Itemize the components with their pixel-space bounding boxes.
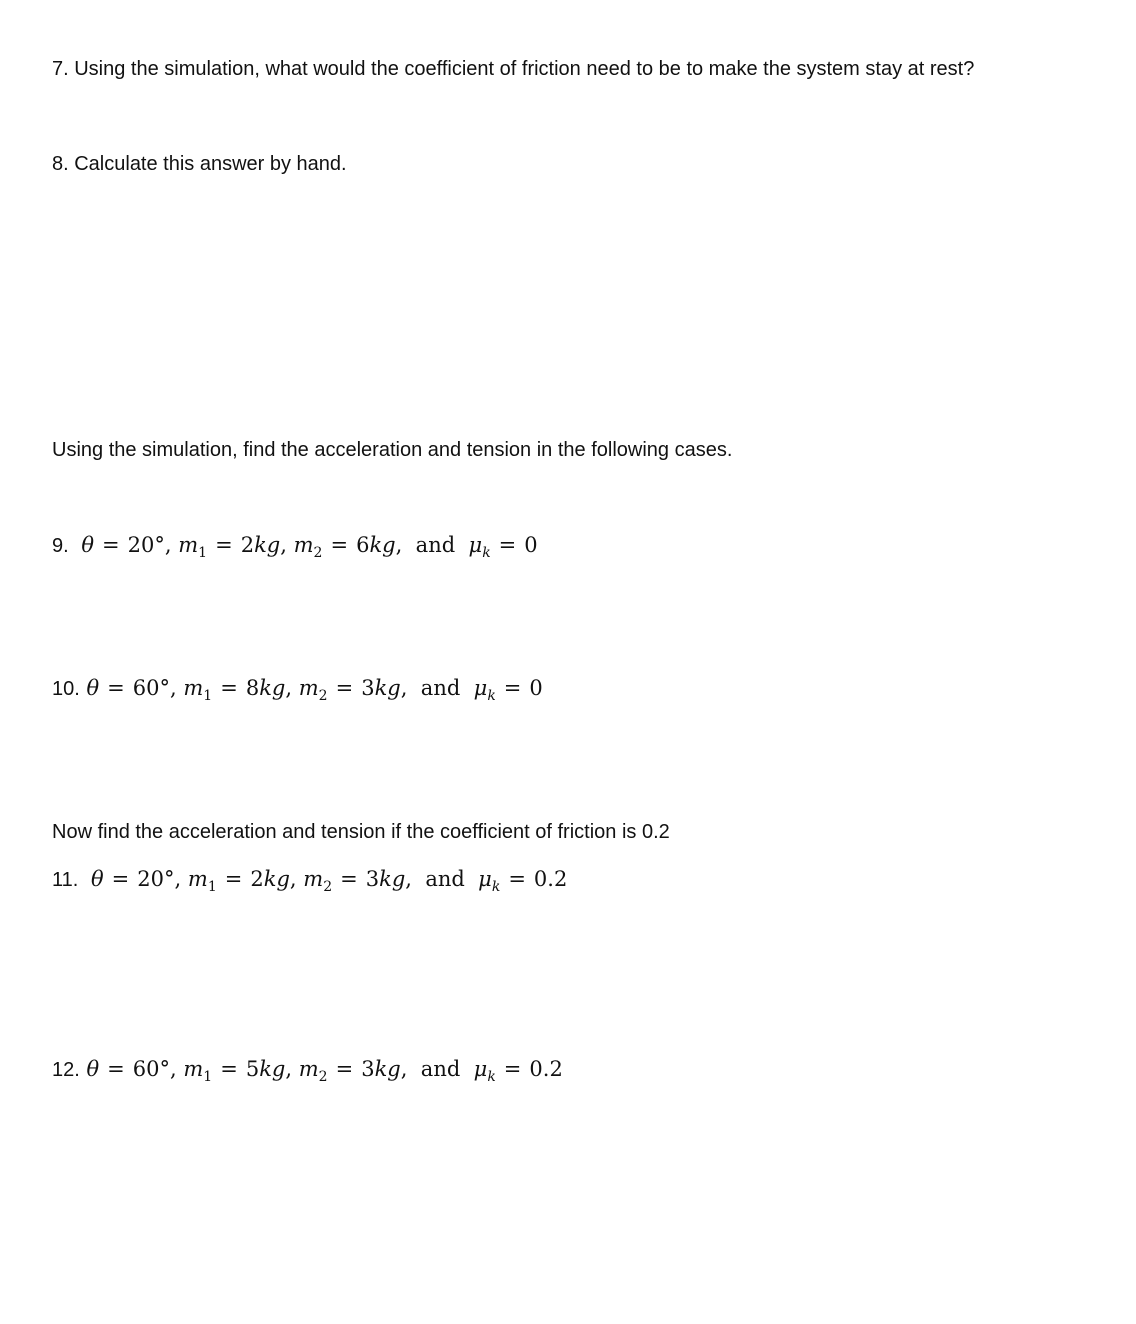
case-number: 9. — [52, 535, 69, 557]
case-11: 11. θ = 20°, $m_1 = 2kg$, $m_2 = 3kg$, and $\mu_k = 0.2$ — [52, 867, 568, 895]
mu-value: 0 — [529, 676, 543, 700]
case-number: 10. — [52, 678, 80, 700]
m2-value: 3 — [361, 1057, 375, 1081]
case-12: 12. θ = 60°, $m_1 = 5kg$, $m_2 = 3kg$, and $\mu_k = 0.2$ — [52, 1057, 563, 1085]
m2-value: 3 — [361, 676, 375, 700]
m1-value: 5 — [245, 1057, 260, 1081]
m2-value: 6 — [356, 533, 370, 557]
angle-value: 60° — [132, 1057, 170, 1081]
theta-symbol: θ — [91, 867, 104, 891]
m1-value: 2 — [250, 867, 264, 891]
m2-value: 3 — [365, 867, 380, 891]
theta-symbol: θ — [86, 676, 100, 700]
theta-symbol: θ — [81, 533, 95, 557]
m1-value: 8 — [245, 676, 260, 700]
section-heading-friction: Now find the acceleration and tension if the coefficient of friction is 0.2 — [52, 821, 670, 843]
question-8: 8. Calculate this answer by hand. — [52, 153, 347, 175]
case-number: 11. — [52, 869, 79, 891]
case-10: 10. θ = 60°, $m_1 = 8kg$, $m_2 = 3kg$, and $\mu_k = 0$ — [52, 676, 543, 704]
angle-value: 20° — [127, 533, 165, 557]
m1-value: 2 — [240, 533, 255, 557]
section-heading-simulation: Using the simulation, find the acceleration and tension in the following cases. — [52, 439, 733, 461]
mu-value: 0 — [524, 533, 538, 557]
question-7: 7. Using the simulation, what would the coefficient of friction need to be to make the system stay at rest? — [52, 58, 975, 80]
theta-symbol: θ — [86, 1057, 100, 1081]
case-9: 9. θ = 20°, $m_1 = 2kg$, $m_2 = 6kg$, and $\mu_k = 0$ — [52, 533, 538, 561]
angle-value: 60° — [132, 676, 170, 700]
mu-value: 0.2 — [533, 867, 568, 891]
mu-value: 0.2 — [529, 1057, 563, 1081]
angle-value: 20° — [137, 867, 175, 891]
case-number: 12. — [52, 1059, 80, 1081]
